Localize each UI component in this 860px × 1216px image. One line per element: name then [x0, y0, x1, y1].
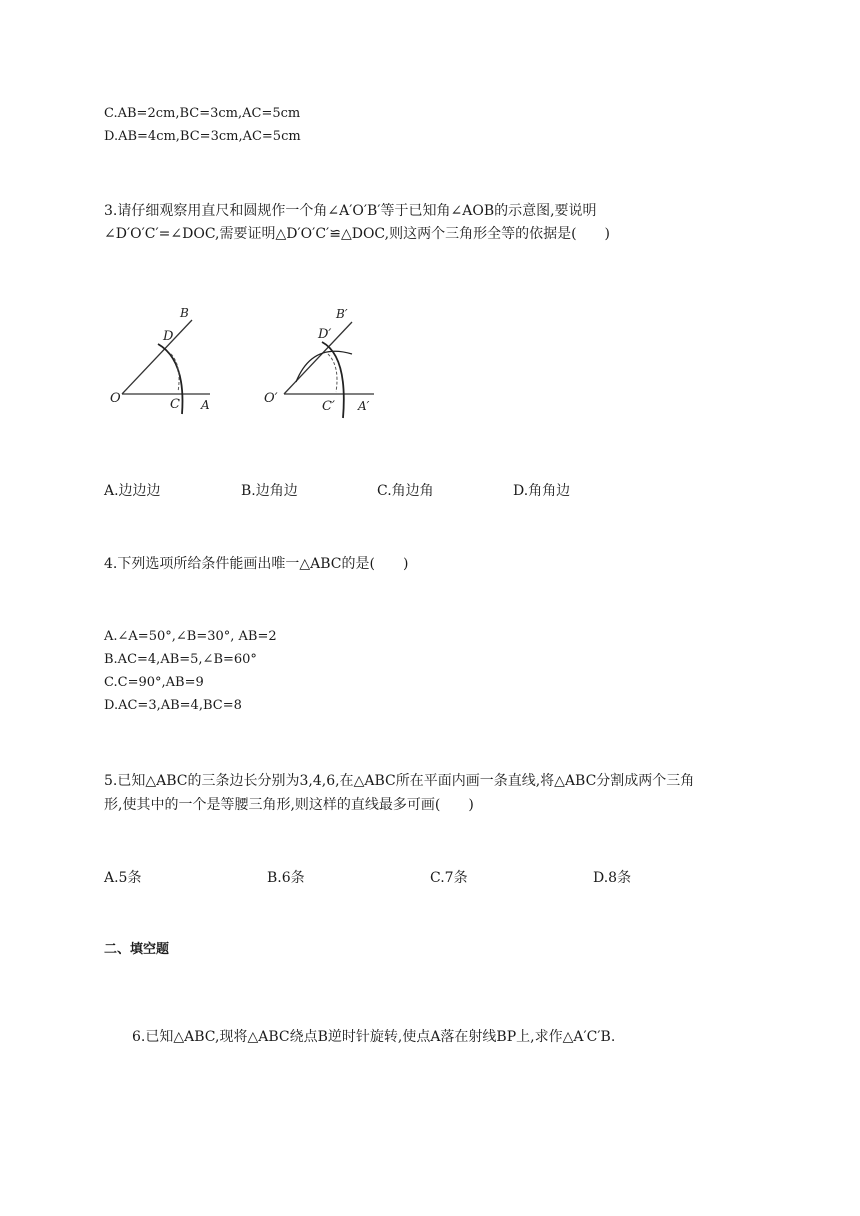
q3-option-c: C.角边角 — [377, 483, 434, 499]
q4-stem: 4.下列选项所给条件能画出唯一△ABC的是( ) — [104, 556, 409, 572]
q2-option-d: D.AB=4cm,BC=3cm,AC=5cm — [104, 129, 301, 144]
label-o-prime: O′ — [264, 391, 278, 406]
q5-option-c: C.7条 — [430, 870, 468, 886]
section-title-fill-in: 二、填空题 — [104, 942, 170, 957]
q3-options — [0, 482, 860, 500]
figure-angle-a-prime-o-prime-b-prime — [264, 307, 374, 418]
q4-option-d: D.AC=3,AB=4,BC=8 — [104, 698, 242, 713]
q3-option-a: A.边边边 — [104, 483, 161, 499]
q3-figure — [100, 296, 390, 426]
q3-option-b: B.边角边 — [241, 483, 298, 499]
q2-option-c: C.AB=2cm,BC=3cm,AC=5cm — [104, 106, 301, 121]
label-a: A — [201, 398, 210, 412]
q5-stem-line2: 形,使其中的一个是等腰三角形,则这样的直线最多可画( ) — [104, 797, 474, 813]
q4-option-b: B.AC=4,AB=5,∠B=60° — [104, 652, 257, 667]
label-b: B — [180, 306, 189, 320]
label-a-prime: A′ — [358, 399, 370, 413]
label-d-prime: D′ — [318, 327, 332, 342]
label-b-prime: B′ — [336, 307, 348, 321]
q5-option-a: A.5条 — [104, 870, 142, 886]
q4-option-c: C.C=90°,AB=9 — [104, 675, 204, 690]
label-o: O — [110, 391, 121, 406]
q4-option-a: A.∠A=50°,∠B=30°, AB=2 — [104, 629, 277, 644]
figure-angle-aob — [110, 306, 210, 414]
label-d: D — [163, 329, 174, 344]
label-c: C — [170, 397, 180, 412]
q3-stem-line2: ∠D′O′C′=∠DOC,需要证明△D′O′C′≌△DOC,则这两个三角形全等的依据是( ) — [104, 226, 611, 242]
q5-option-b: B.6条 — [267, 870, 305, 886]
q3-stem-line1: 3.请仔细观察用直尺和圆规作一个角∠A′O′B′等于已知角∠AOB的示意图,要说明 — [104, 203, 597, 219]
q5-stem-line1: 5.已知△ABC的三条边长分别为3,4,6,在△ABC所在平面内画一条直线,将△ABC分割成两个三角 — [104, 773, 695, 789]
q5-option-d: D.8条 — [593, 870, 632, 886]
q6-stem: 6.已知△ABC,现将△ABC绕点B逆时针旋转,使点A落在射线BP上,求作△A′C′B. — [132, 1029, 616, 1045]
q5-options — [0, 869, 860, 887]
label-c-prime: C′ — [322, 399, 335, 414]
q3-option-d: D.角角边 — [513, 483, 571, 499]
